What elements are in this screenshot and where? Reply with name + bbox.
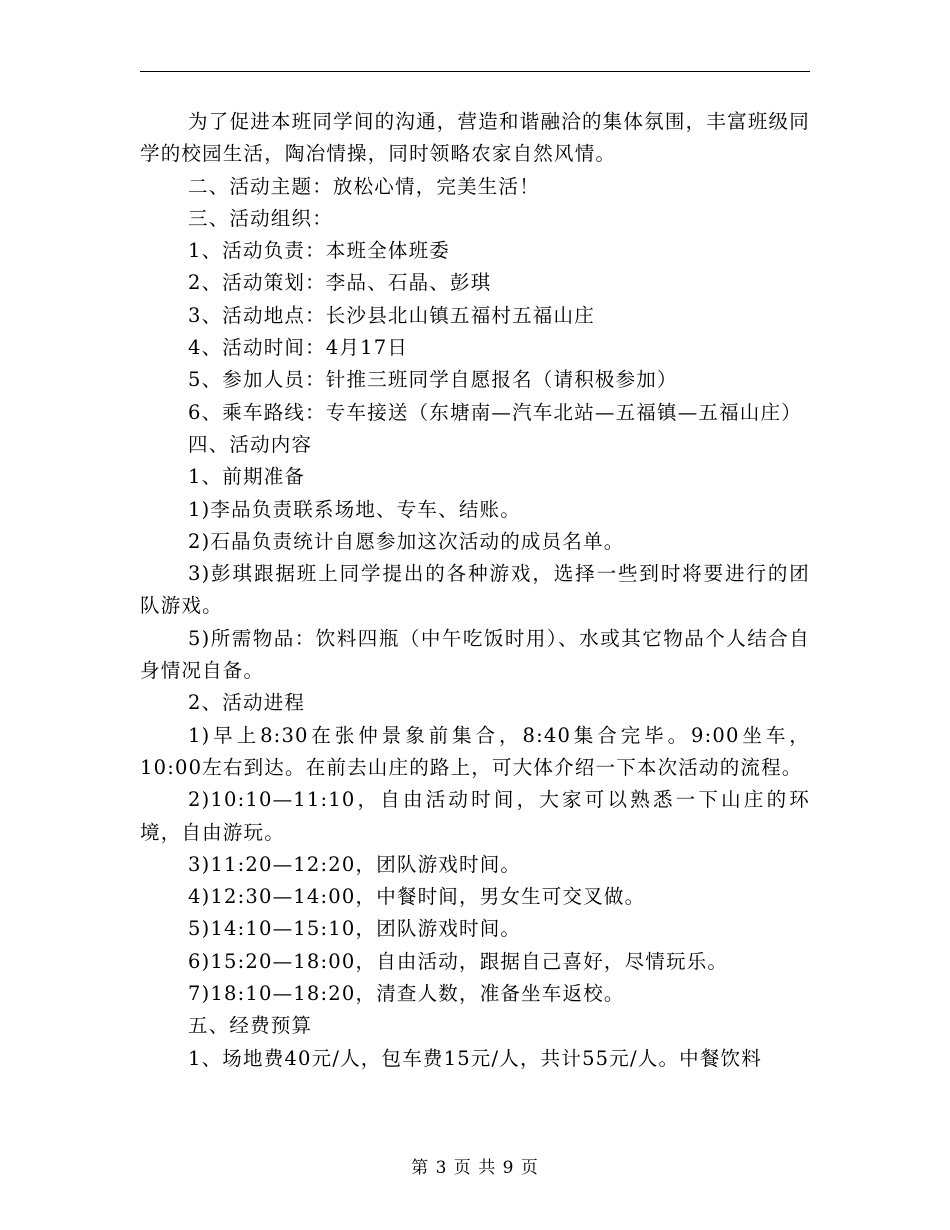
paragraph-intro: 为了促进本班同学间的沟通，营造和谐融洽的集体氛围，丰富班级同学的校园生活，陶冶情操，同时领略农家自然风情。 — [140, 110, 810, 166]
paragraph-schedule-item: 1)早上8:30在张仲景象前集合，8:40集合完毕。9:00坐车，10:00左右到达。在前去山庄的路上，可大体介绍一下本次活动的流程。 — [140, 723, 810, 779]
paragraph-organization-heading: 三、活动组织： — [188, 206, 333, 230]
paragraph-preparation-item: 5)所需物品：饮料四瓶（中午吃饭时用）、水或其它物品个人结合自身情况自备。 — [140, 626, 810, 683]
paragraph-preparation-heading: 1、前期准备 — [188, 465, 306, 489]
paragraph-schedule-item: 6)15:20—18:00，自由活动，跟据自己喜好，尽情玩乐。 — [188, 949, 729, 973]
page-number-footer: 第 3 页 共 9 页 — [411, 1158, 539, 1178]
document-body — [140, 106, 810, 1075]
paragraph-schedule-item: 7)18:10—18:20，清查人数，准备坐车返校。 — [188, 982, 625, 1006]
paragraph-preparation-item: 3)彭琪跟据班上同学提出的各种游戏，选择一些到时将要进行的团队游戏。 — [140, 562, 810, 618]
paragraph-organization-item: 6、乘车路线：专车接送（东塘南—汽车北站—五福镇—五福山庄） — [188, 400, 802, 424]
paragraph-content-heading: 四、活动内容 — [188, 432, 313, 456]
paragraph-schedule-heading: 2、活动进程 — [188, 691, 306, 715]
paragraph-organization-item: 4、活动时间：4月17日 — [188, 336, 409, 360]
paragraph-schedule-item: 2)10:10—11:10，自由活动时间，大家可以熟悉一下山庄的环境，自由游玩。 — [140, 788, 810, 844]
paragraph-theme: 二、活动主题：放松心情，完美生活！ — [188, 174, 540, 198]
paragraph-organization-item: 1、活动负责：本班全体班委 — [188, 239, 451, 263]
paragraph-schedule-item: 5)14:10—15:10，团队游戏时间。 — [188, 917, 522, 941]
paragraph-preparation-item: 1)李品负责联系场地、专车、结账。 — [188, 497, 521, 521]
paragraph-organization-item: 5、参加人员：针推三班同学自愿报名（请积极参加） — [188, 368, 678, 392]
paragraph-budget-item: 1、场地费40元/人，包车费15元/人，共计55元/人。中餐饮料 — [188, 1046, 762, 1070]
paragraph-schedule-item: 3)11:20—12:20，团队游戏时间。 — [188, 852, 522, 876]
header-rule — [140, 71, 810, 72]
paragraph-preparation-item: 2)石晶负责统计自愿参加这次活动的成员名单。 — [188, 529, 625, 553]
paragraph-organization-item: 3、活动地点：长沙县北山镇五福村五福山庄 — [188, 303, 595, 327]
paragraph-organization-item: 2、活动策划：李品、石晶、彭琪 — [188, 271, 492, 295]
paragraph-budget-heading: 五、经费预算 — [188, 1014, 313, 1038]
paragraph-schedule-item: 4)12:30—14:00，中餐时间，男女生可交叉做。 — [188, 885, 646, 909]
